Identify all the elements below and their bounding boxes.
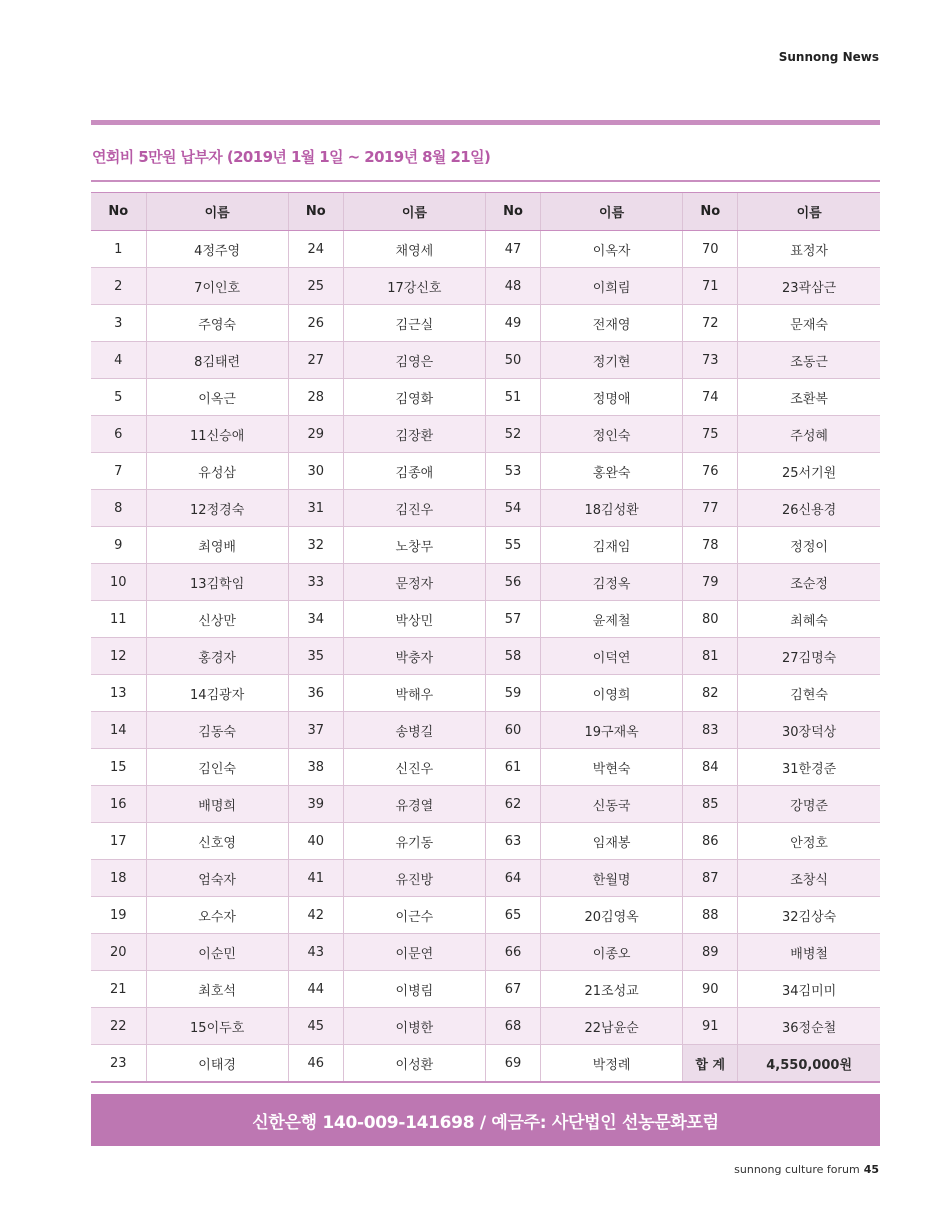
cell-name: 이영희 — [541, 675, 683, 712]
cell-number: 44 — [288, 971, 343, 1008]
cell-name: 32김상숙 — [738, 897, 880, 934]
cell-name: 김종애 — [343, 453, 485, 490]
cell-number: 37 — [288, 712, 343, 749]
column-header-no: No — [485, 193, 540, 231]
cell-name: 8김태련 — [146, 342, 288, 379]
cell-number: 34 — [288, 601, 343, 638]
cell-name: 문재숙 — [738, 305, 880, 342]
cell-name: 유경열 — [343, 786, 485, 823]
cell-number: 76 — [683, 453, 738, 490]
cell-number: 82 — [683, 675, 738, 712]
cell-name: 정인숙 — [541, 416, 683, 453]
cell-number: 90 — [683, 971, 738, 1008]
cell-name: 7이인호 — [146, 268, 288, 305]
cell-number: 62 — [485, 786, 540, 823]
table-row — [91, 712, 880, 749]
table-row — [91, 527, 880, 564]
cell-name: 유기동 — [343, 823, 485, 860]
cell-number: 81 — [683, 638, 738, 675]
cell-number: 64 — [485, 860, 540, 897]
cell-number: 25 — [288, 268, 343, 305]
cell-name: 이순민 — [146, 934, 288, 971]
cell-name: 34김미미 — [738, 971, 880, 1008]
cell-name: 김재임 — [541, 527, 683, 564]
cell-name: 조환복 — [738, 379, 880, 416]
cell-name: 11신승애 — [146, 416, 288, 453]
column-header-name: 이름 — [738, 193, 880, 231]
cell-number: 2 — [91, 268, 146, 305]
cell-name: 임재봉 — [541, 823, 683, 860]
cell-number: 61 — [485, 749, 540, 786]
cell-number: 86 — [683, 823, 738, 860]
cell-name: 김인숙 — [146, 749, 288, 786]
cell-number: 73 — [683, 342, 738, 379]
cell-number: 84 — [683, 749, 738, 786]
cell-name: 최영배 — [146, 527, 288, 564]
column-header-name: 이름 — [541, 193, 683, 231]
cell-number: 57 — [485, 601, 540, 638]
cell-number: 50 — [485, 342, 540, 379]
cell-number: 13 — [91, 675, 146, 712]
table-row — [91, 453, 880, 490]
cell-number: 1 — [91, 231, 146, 268]
bank-account-banner — [91, 1094, 880, 1146]
cell-name: 17강신호 — [343, 268, 485, 305]
cell-number: 33 — [288, 564, 343, 601]
cell-name: 김근실 — [343, 305, 485, 342]
cell-name: 김정옥 — [541, 564, 683, 601]
column-header-name: 이름 — [343, 193, 485, 231]
cell-number: 55 — [485, 527, 540, 564]
cell-name: 엄숙자 — [146, 860, 288, 897]
cell-number: 91 — [683, 1008, 738, 1045]
column-header-no: No — [683, 193, 738, 231]
cell-name: 최호석 — [146, 971, 288, 1008]
cell-number: 9 — [91, 527, 146, 564]
cell-name: 박충자 — [343, 638, 485, 675]
cell-name: 4정주영 — [146, 231, 288, 268]
cell-name: 31한경준 — [738, 749, 880, 786]
table-row — [91, 268, 880, 305]
cell-name: 김현숙 — [738, 675, 880, 712]
table-row — [91, 897, 880, 934]
cell-name: 강명준 — [738, 786, 880, 823]
cell-number: 18 — [91, 860, 146, 897]
cell-name: 박현숙 — [541, 749, 683, 786]
cell-name: 25서기원 — [738, 453, 880, 490]
cell-number: 36 — [288, 675, 343, 712]
cell-number: 19 — [91, 897, 146, 934]
cell-name: 신상만 — [146, 601, 288, 638]
cell-number: 21 — [91, 971, 146, 1008]
cell-number: 68 — [485, 1008, 540, 1045]
cell-number: 43 — [288, 934, 343, 971]
cell-name: 채영세 — [343, 231, 485, 268]
cell-name: 30장덕상 — [738, 712, 880, 749]
cell-number: 51 — [485, 379, 540, 416]
cell-name: 배명희 — [146, 786, 288, 823]
table-row — [91, 305, 880, 342]
cell-name: 이옥자 — [541, 231, 683, 268]
cell-name: 김영은 — [343, 342, 485, 379]
cell-number: 48 — [485, 268, 540, 305]
cell-number: 11 — [91, 601, 146, 638]
cell-number: 41 — [288, 860, 343, 897]
cell-name: 27김명숙 — [738, 638, 880, 675]
cell-number: 77 — [683, 490, 738, 527]
cell-name: 신진우 — [343, 749, 485, 786]
cell-number: 22 — [91, 1008, 146, 1045]
cell-name: 23곽삼근 — [738, 268, 880, 305]
cell-name: 20김영옥 — [541, 897, 683, 934]
cell-number: 15 — [91, 749, 146, 786]
section-title: 연회비 5만원 납부자 (2019년 1월 1일 ~ 2019년 8월 21일) — [92, 148, 491, 166]
cell-number: 59 — [485, 675, 540, 712]
cell-name: 전재영 — [541, 305, 683, 342]
cell-number: 79 — [683, 564, 738, 601]
table-row — [91, 1045, 880, 1083]
cell-name: 이종오 — [541, 934, 683, 971]
cell-name: 13김학임 — [146, 564, 288, 601]
table-row — [91, 342, 880, 379]
cell-number: 40 — [288, 823, 343, 860]
top-divider — [91, 120, 880, 125]
cell-name: 정명애 — [541, 379, 683, 416]
cell-name: 안정호 — [738, 823, 880, 860]
total-label: 합 계 — [683, 1045, 738, 1083]
cell-name: 노창무 — [343, 527, 485, 564]
cell-number: 26 — [288, 305, 343, 342]
cell-number: 3 — [91, 305, 146, 342]
table-row — [91, 490, 880, 527]
cell-name: 박해우 — [343, 675, 485, 712]
table-row — [91, 749, 880, 786]
cell-name: 김진우 — [343, 490, 485, 527]
cell-number: 52 — [485, 416, 540, 453]
table-row — [91, 416, 880, 453]
cell-number: 29 — [288, 416, 343, 453]
cell-name: 홍완숙 — [541, 453, 683, 490]
cell-number: 27 — [288, 342, 343, 379]
cell-name: 김동숙 — [146, 712, 288, 749]
cell-name: 조동근 — [738, 342, 880, 379]
table-row — [91, 675, 880, 712]
cell-number: 87 — [683, 860, 738, 897]
cell-number: 8 — [91, 490, 146, 527]
cell-name: 18김성환 — [541, 490, 683, 527]
cell-number: 74 — [683, 379, 738, 416]
cell-name: 한월명 — [541, 860, 683, 897]
cell-number: 78 — [683, 527, 738, 564]
cell-number: 5 — [91, 379, 146, 416]
cell-number: 14 — [91, 712, 146, 749]
cell-name: 신동국 — [541, 786, 683, 823]
bank-account-text: 신한은행 140-009-141698 / 예금주: 사단법인 선농문화포럼 — [252, 1112, 719, 1133]
cell-name: 이덕연 — [541, 638, 683, 675]
cell-number: 53 — [485, 453, 540, 490]
cell-name: 홍경자 — [146, 638, 288, 675]
footer-label: sunnong culture forum — [734, 1163, 860, 1176]
cell-number: 71 — [683, 268, 738, 305]
table-body — [91, 231, 880, 1083]
cell-number: 46 — [288, 1045, 343, 1083]
table-row — [91, 934, 880, 971]
cell-name: 박정례 — [541, 1045, 683, 1083]
cell-name: 이옥근 — [146, 379, 288, 416]
table-row — [91, 379, 880, 416]
cell-name: 이성환 — [343, 1045, 485, 1083]
table-row — [91, 638, 880, 675]
cell-number: 83 — [683, 712, 738, 749]
cell-number: 38 — [288, 749, 343, 786]
cell-number: 72 — [683, 305, 738, 342]
header-label: Sunnong News — [778, 50, 879, 64]
cell-number: 80 — [683, 601, 738, 638]
cell-number: 56 — [485, 564, 540, 601]
cell-name: 송병길 — [343, 712, 485, 749]
cell-number: 32 — [288, 527, 343, 564]
cell-number: 60 — [485, 712, 540, 749]
cell-name: 조창식 — [738, 860, 880, 897]
cell-name: 정기현 — [541, 342, 683, 379]
cell-number: 35 — [288, 638, 343, 675]
cell-name: 19구재옥 — [541, 712, 683, 749]
donor-table — [91, 192, 880, 1083]
cell-number: 63 — [485, 823, 540, 860]
table-row — [91, 786, 880, 823]
cell-name: 이문연 — [343, 934, 485, 971]
cell-number: 28 — [288, 379, 343, 416]
cell-name: 김장환 — [343, 416, 485, 453]
table-row — [91, 971, 880, 1008]
cell-name: 주성혜 — [738, 416, 880, 453]
page-number: 45 — [863, 1163, 879, 1176]
cell-number: 4 — [91, 342, 146, 379]
cell-number: 88 — [683, 897, 738, 934]
page-footer — [734, 1163, 879, 1176]
cell-number: 24 — [288, 231, 343, 268]
cell-name: 주영숙 — [146, 305, 288, 342]
cell-number: 42 — [288, 897, 343, 934]
cell-number: 89 — [683, 934, 738, 971]
cell-number: 85 — [683, 786, 738, 823]
table-row — [91, 601, 880, 638]
cell-name: 36정순철 — [738, 1008, 880, 1045]
cell-name: 조순정 — [738, 564, 880, 601]
cell-number: 30 — [288, 453, 343, 490]
cell-number: 45 — [288, 1008, 343, 1045]
cell-number: 70 — [683, 231, 738, 268]
cell-name: 15이두호 — [146, 1008, 288, 1045]
column-header-no: No — [91, 193, 146, 231]
cell-number: 10 — [91, 564, 146, 601]
cell-name: 배병철 — [738, 934, 880, 971]
cell-name: 이근수 — [343, 897, 485, 934]
cell-name: 14김광자 — [146, 675, 288, 712]
cell-name: 이병한 — [343, 1008, 485, 1045]
cell-name: 박상민 — [343, 601, 485, 638]
table-row — [91, 231, 880, 268]
cell-name: 이희림 — [541, 268, 683, 305]
cell-number: 20 — [91, 934, 146, 971]
cell-name: 22남윤순 — [541, 1008, 683, 1045]
cell-name: 유진방 — [343, 860, 485, 897]
cell-number: 47 — [485, 231, 540, 268]
cell-name: 12정경숙 — [146, 490, 288, 527]
cell-number: 54 — [485, 490, 540, 527]
column-header-no: No — [288, 193, 343, 231]
cell-number: 69 — [485, 1045, 540, 1083]
column-header-name: 이름 — [146, 193, 288, 231]
cell-number: 23 — [91, 1045, 146, 1083]
cell-number: 39 — [288, 786, 343, 823]
cell-name: 표정자 — [738, 231, 880, 268]
cell-name: 최혜숙 — [738, 601, 880, 638]
cell-number: 67 — [485, 971, 540, 1008]
cell-name: 신호영 — [146, 823, 288, 860]
cell-number: 65 — [485, 897, 540, 934]
table-row — [91, 564, 880, 601]
cell-name: 오수자 — [146, 897, 288, 934]
table-header-row — [91, 193, 880, 231]
cell-name: 26신용경 — [738, 490, 880, 527]
cell-name: 이병림 — [343, 971, 485, 1008]
cell-number: 7 — [91, 453, 146, 490]
cell-number: 16 — [91, 786, 146, 823]
cell-name: 유성삼 — [146, 453, 288, 490]
cell-number: 66 — [485, 934, 540, 971]
table-row — [91, 860, 880, 897]
cell-name: 윤제철 — [541, 601, 683, 638]
cell-number: 6 — [91, 416, 146, 453]
cell-number: 12 — [91, 638, 146, 675]
cell-name: 문정자 — [343, 564, 485, 601]
total-amount: 4,550,000원 — [738, 1045, 880, 1083]
table-row — [91, 823, 880, 860]
cell-number: 58 — [485, 638, 540, 675]
cell-name: 이태경 — [146, 1045, 288, 1083]
cell-number: 49 — [485, 305, 540, 342]
table-row — [91, 1008, 880, 1045]
cell-name: 김영화 — [343, 379, 485, 416]
cell-number: 31 — [288, 490, 343, 527]
title-divider — [91, 180, 880, 182]
cell-name: 21조성교 — [541, 971, 683, 1008]
cell-number: 75 — [683, 416, 738, 453]
cell-number: 17 — [91, 823, 146, 860]
cell-name: 정정이 — [738, 527, 880, 564]
